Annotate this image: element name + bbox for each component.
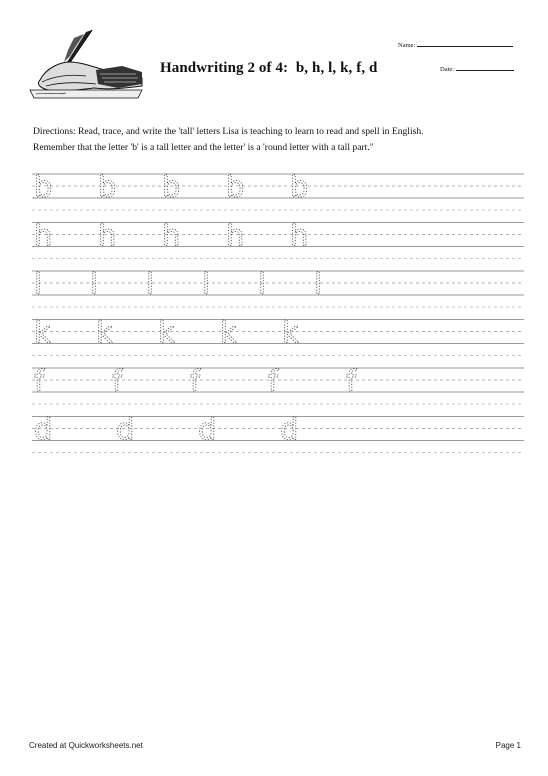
footer-credit: Created at Quickworksheets.net [29,741,143,750]
trace-letter-d: d [34,412,53,447]
quill-pen-hand-icon [26,28,146,100]
page-number: Page 1 [495,741,521,750]
trace-letter-l: l [314,267,323,301]
trace-letter-l: l [34,267,43,301]
trace-letter-f: f [346,364,357,398]
trace-letter-l: l [146,267,155,301]
name-line[interactable] [417,40,513,47]
trace-letter-d: d [198,412,217,447]
trace-letter-h: h [34,218,53,253]
directions [33,124,528,156]
practice-row-d[interactable] [32,413,524,453]
worksheet-title: Handwriting 2 of 4: b, h, l, k, f, d [160,60,378,76]
practice-row-h[interactable] [32,219,524,259]
practice-row-f[interactable] [32,364,524,404]
trace-letter-b: b [290,170,309,204]
date-line[interactable] [456,64,514,71]
trace-letter-d: d [116,412,135,447]
trace-letter-b: b [98,170,117,204]
trace-letter-h: h [226,218,245,253]
trace-letter-l: l [202,267,211,301]
trace-letter-d: d [280,412,299,447]
directions-line-2: Remember that the letter 'b' is a tall letter and the letter' is a 'round letter with a tall part." [33,142,374,153]
trace-letter-f: f [190,364,201,398]
trace-letter-b: b [162,170,181,204]
trace-letter-f: f [268,364,279,398]
trace-letter-k: k [96,315,113,350]
trace-letter-l: l [90,267,99,301]
trace-letter-b: b [226,170,245,204]
handwriting-practice-area[interactable] [32,170,524,460]
trace-letter-f: f [112,364,123,398]
trace-letter-k: k [158,315,175,350]
practice-row-k[interactable] [32,316,524,356]
trace-letter-k: k [34,315,51,350]
trace-letter-h: h [98,218,117,253]
name-label: Name: [398,42,416,49]
date-label: Date: [440,66,455,73]
trace-letter-l: l [258,267,267,301]
trace-letter-f: f [34,364,45,398]
name-field[interactable] [398,40,513,49]
directions-line-1: Directions: Read, trace, and write the 'tall' letters Lisa is teaching to learn to read and spell in English. [33,126,424,137]
practice-row-l[interactable] [32,267,524,307]
trace-letter-k: k [220,315,237,350]
trace-letter-h: h [290,218,309,253]
practice-row-b[interactable] [32,170,524,210]
trace-letter-h: h [162,218,181,253]
trace-letter-k: k [282,315,299,350]
trace-letter-b: b [34,170,53,204]
date-field[interactable] [440,64,514,73]
